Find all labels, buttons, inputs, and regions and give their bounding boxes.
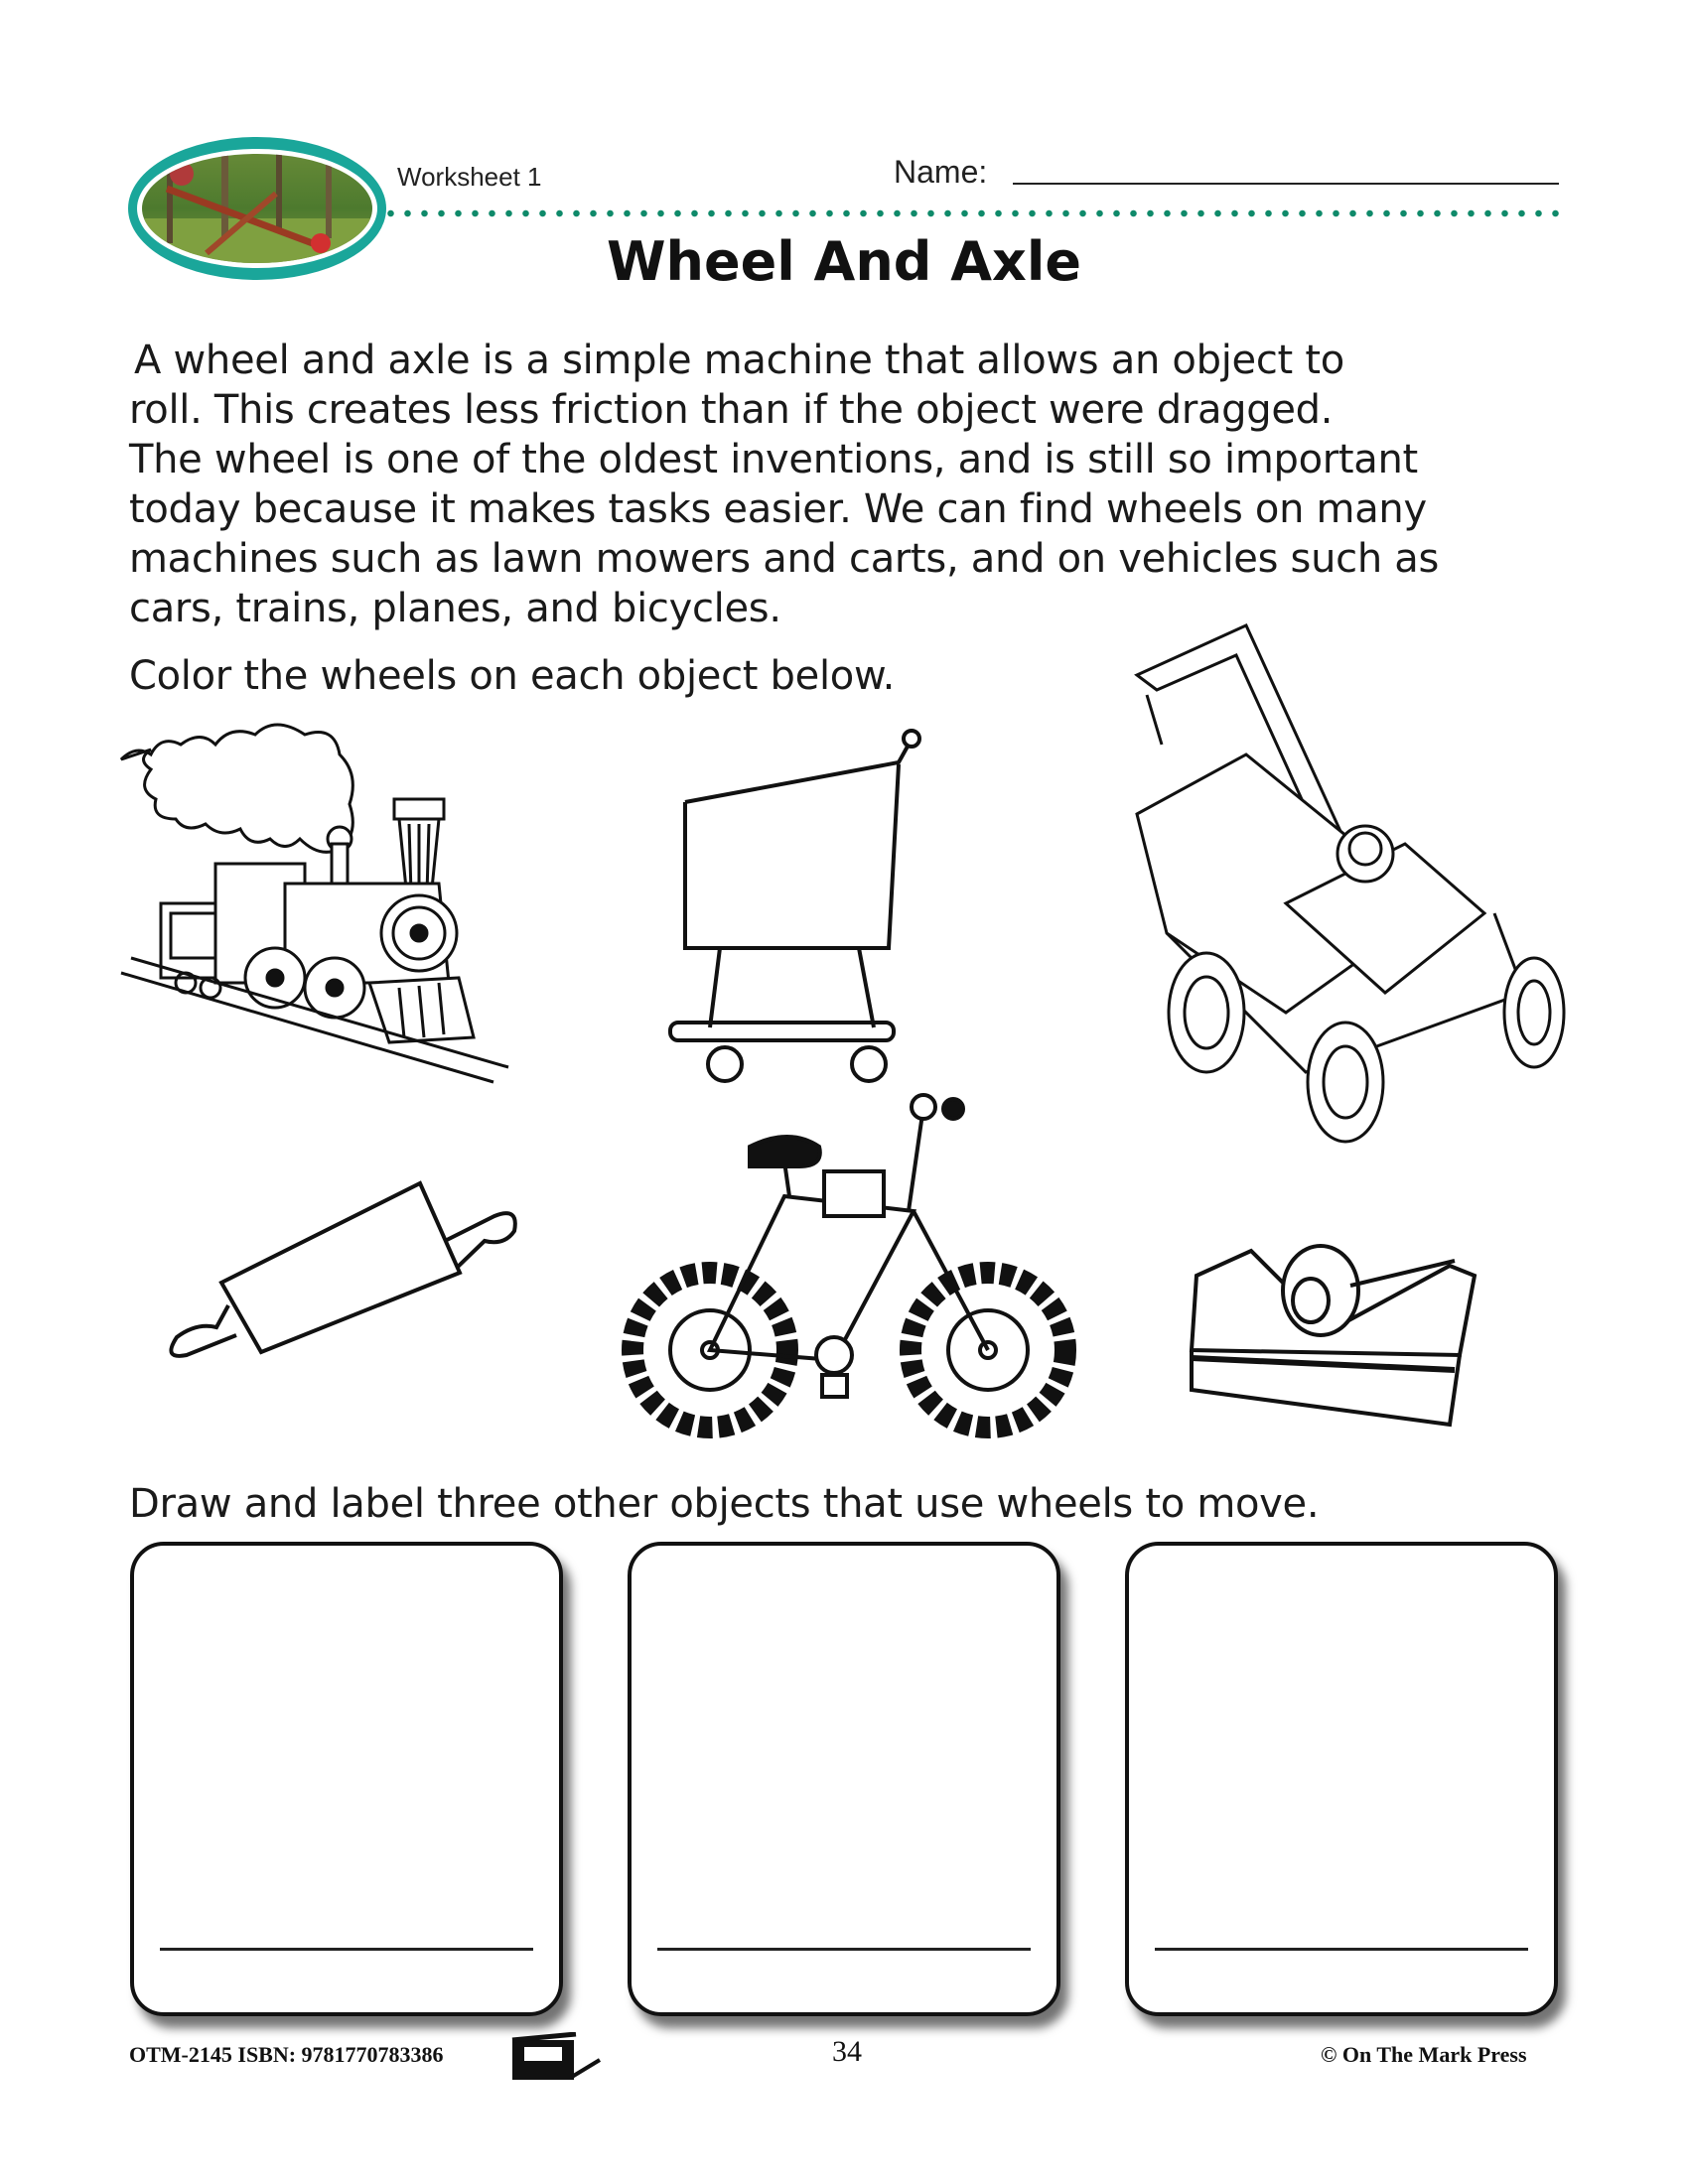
label-line-2[interactable] bbox=[657, 1948, 1031, 1951]
bicycle-icon[interactable] bbox=[626, 1087, 1072, 1439]
rolling-pin-icon[interactable] bbox=[167, 1186, 554, 1360]
lawn-mower-icon[interactable] bbox=[1107, 615, 1574, 1152]
paragraph-line: cars, trains, planes, and bicycles. bbox=[129, 586, 781, 631]
paragraph-line: A wheel and axle is a simple machine that allows an object to bbox=[134, 338, 1344, 383]
train-icon[interactable] bbox=[111, 715, 528, 1082]
name-input-line[interactable] bbox=[1013, 183, 1559, 185]
intro-paragraph bbox=[129, 336, 1599, 633]
label-line-1[interactable] bbox=[160, 1948, 533, 1951]
page-title bbox=[0, 230, 1688, 293]
paragraph-line: today because it makes tasks easier. We can find wheels on many bbox=[129, 486, 1427, 532]
draw-box-2[interactable] bbox=[628, 1542, 1060, 2016]
copyright-text: © On The Mark Press bbox=[1321, 2042, 1527, 2067]
worksheet-label: Worksheet 1 bbox=[397, 162, 542, 192]
dotted-divider bbox=[382, 209, 1564, 217]
name-label: Name: bbox=[894, 154, 988, 190]
page-number: 34 bbox=[832, 2035, 862, 2068]
page-title-text: Wheel And Axle bbox=[606, 230, 1081, 293]
copier-icon bbox=[510, 2032, 610, 2082]
paragraph-line: machines such as lawn mowers and carts, and on vehicles such as bbox=[129, 536, 1440, 582]
paragraph-line: The wheel is one of the oldest inventions, and is still so important bbox=[129, 437, 1418, 482]
draw-instruction: Draw and label three other objects that use wheels to move. bbox=[129, 1481, 1320, 1527]
draw-box-3[interactable] bbox=[1125, 1542, 1558, 2016]
footer-product-code: OTM-2145 ISBN: 9781770783386 bbox=[129, 2042, 444, 2067]
paragraph-line: roll. This creates less friction than if the object were dragged. bbox=[129, 387, 1334, 433]
draw-box-1[interactable] bbox=[130, 1542, 563, 2016]
cart-icon[interactable] bbox=[665, 725, 1043, 1052]
color-instruction: Color the wheels on each object below. bbox=[129, 653, 896, 699]
tape-dispenser-icon[interactable] bbox=[1192, 1231, 1489, 1430]
label-line-3[interactable] bbox=[1155, 1948, 1528, 1951]
